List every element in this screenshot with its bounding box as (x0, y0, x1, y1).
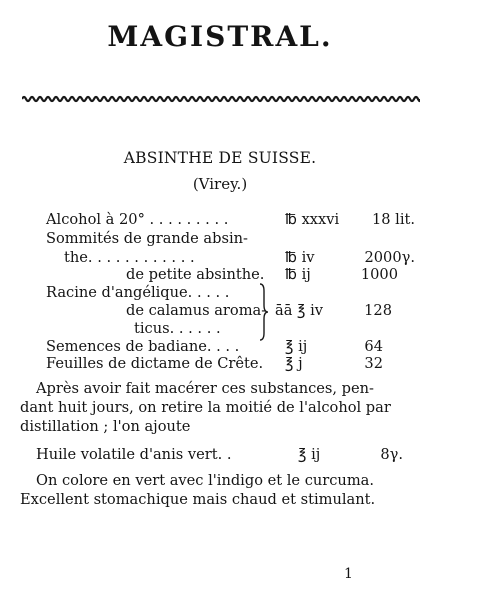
ingredient-amount: 8γ. (380, 446, 403, 463)
ingredient-quantity: āā ℥ iv (275, 302, 324, 319)
ingredient-amount: 1000 (360, 266, 398, 283)
ingredient-quantity: ℔ ij (285, 266, 311, 283)
ingredient-name: Feuilles de dictame de Crête. (46, 355, 264, 372)
ingredient-quantity: ℥ ij (298, 446, 321, 463)
ingredient-name-continued: ticus. . . . . . (134, 320, 221, 337)
paragraph-line: dant huit jours, on retire la moitié de l'alcohol par (20, 399, 391, 416)
ingredient-amount: 32 (364, 355, 383, 372)
ingredient-amount: 64 (364, 338, 383, 355)
attribution: (Virey.) (192, 175, 248, 193)
closing-line: On colore en vert avec l'indigo et le curcuma. (36, 472, 375, 489)
ingredient-quantity: ℥ ij (285, 338, 308, 355)
page-number: 1 (344, 566, 353, 582)
paragraph-line: Après avoir fait macérer ces substances, pen- (36, 380, 374, 397)
ingredient-name: Sommités de grande absin- (46, 230, 248, 247)
ingredient-amount: 18 lit. (371, 211, 415, 228)
ingredient-name: de petite absinthe. (126, 266, 265, 283)
ingredient-amount: 2000γ. (364, 249, 415, 266)
ingredient-name-continued: the. . . . . . . . . . . . (64, 249, 195, 266)
ingredient-quantity: ℔ iv (285, 249, 315, 266)
running-head: MAGISTRAL. (107, 20, 333, 53)
ingredient-name: Racine d'angélique. . . . . (46, 284, 230, 301)
section-title: ABSINTHE DE SUISSE. (123, 149, 317, 167)
paragraph-line: distillation ; l'on ajoute (20, 418, 191, 435)
grouping-brace (259, 283, 269, 341)
ingredient-name: de calamus aroma- (126, 302, 267, 319)
ingredient-name: Alcohol à 20° . . . . . . . . . (46, 211, 229, 228)
ingredient-quantity: ℥ j (285, 355, 303, 372)
ingredient-amount: 128 (364, 302, 392, 319)
ingredient-name: Semences de badiane. . . . (46, 338, 240, 355)
ingredient-name: Huile volatile d'anis vert. . (36, 446, 232, 463)
ingredient-quantity: ℔ xxxvi (285, 211, 340, 228)
ornamental-rule (22, 95, 420, 103)
closing-line: Excellent stomachique mais chaud et stimulant. (20, 491, 376, 508)
